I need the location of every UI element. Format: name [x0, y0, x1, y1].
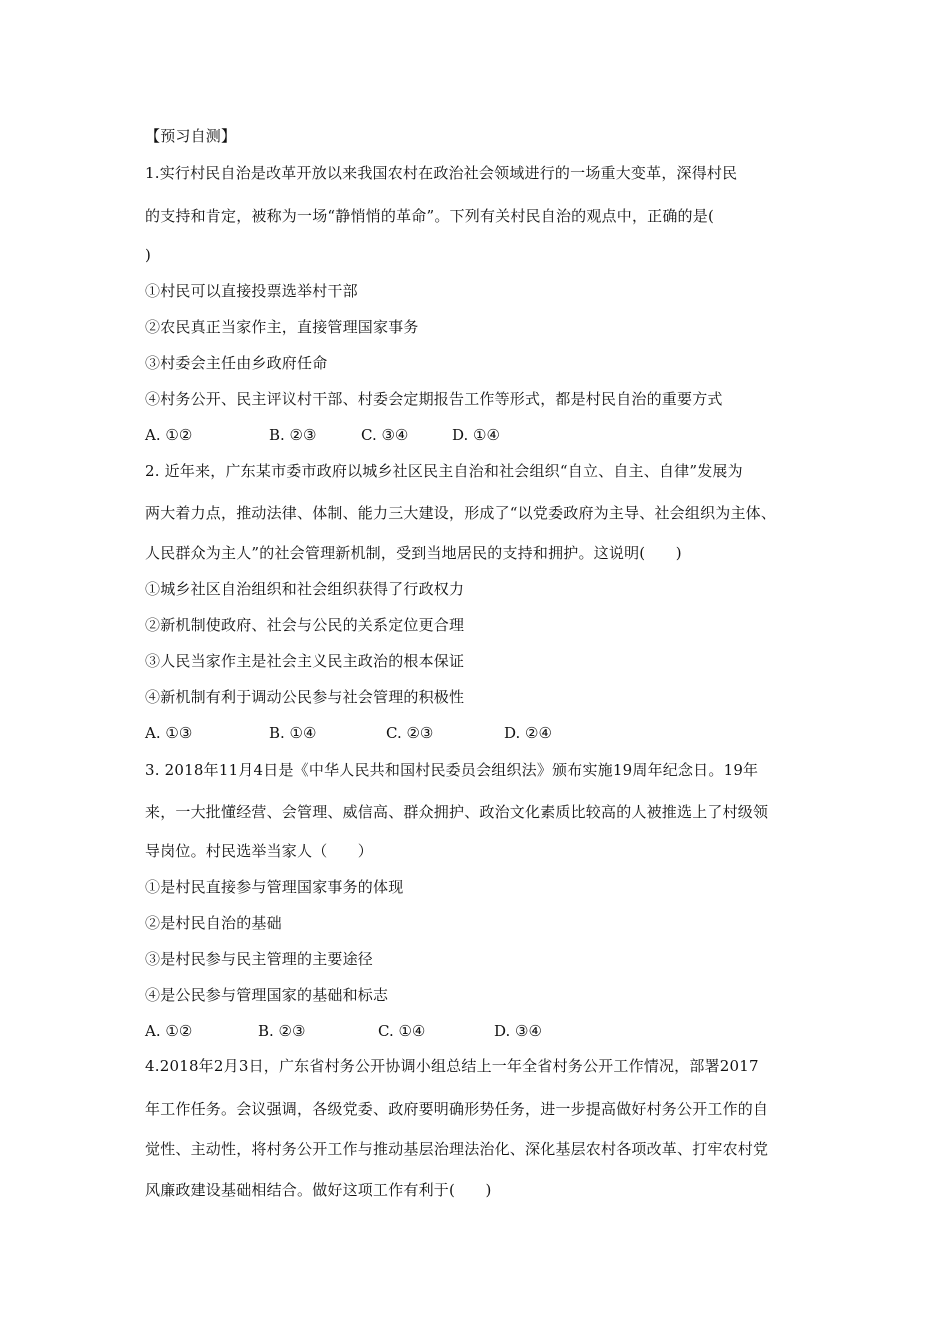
question-stem-line: 两大着力点，推动法律、体制、能力三大建设，形成了“以党委政府为主导、社会组织为主体、 [145, 504, 777, 522]
question-item: ③是村民参与民主管理的主要途径 [145, 950, 374, 968]
question-stem-line: 3. 2018年11月4日是《中华人民共和国村民委员会组织法》颁布实施19周年纪念日。19年 [145, 761, 759, 779]
question-item: ③村委会主任由乡政府任命 [145, 354, 328, 372]
answer-options [145, 723, 815, 743]
question-item: ④新机制有利于调动公民参与社会管理的积极性 [145, 688, 465, 706]
question-item: ②新机制使政府、社会与公民的关系定位更合理 [145, 616, 465, 634]
option-a: A. ①② [145, 1022, 193, 1040]
question-stem-line: 2. 近年来，广东某市委市政府以城乡社区民主自治和社会组织“自立、自主、自律”发展为 [145, 462, 743, 480]
question-stem-line: 风廉政建设基础相结合。做好这项工作有利于( ) [145, 1181, 492, 1199]
question-stem-line: 人民群众为主人”的社会管理新机制，受到当地居民的支持和拥护。这说明( ) [145, 544, 682, 562]
question-item: ①城乡社区自治组织和社会组织获得了行政权力 [145, 580, 465, 598]
question-item: ②农民真正当家作主，直接管理国家事务 [145, 318, 419, 336]
section-title: 【预习自测】 [145, 127, 237, 145]
question-item: ④是公民参与管理国家的基础和标志 [145, 986, 389, 1004]
option-b: B. ②③ [269, 426, 317, 444]
option-c: C. ③④ [361, 426, 409, 444]
question-item: ④村务公开、民主评议村干部、村委会定期报告工作等形式，都是村民自治的重要方式 [145, 390, 723, 408]
option-d: D. ①④ [452, 426, 500, 444]
question-stem-line: 导岗位。村民选举当家人（ ） [145, 842, 374, 860]
question-item: ①是村民直接参与管理国家事务的体现 [145, 878, 404, 896]
option-c: C. ①④ [378, 1022, 426, 1040]
option-b: B. ①④ [269, 724, 317, 742]
option-a: A. ①② [145, 426, 193, 444]
answer-options [145, 425, 815, 445]
question-item: ③人民当家作主是社会主义民主政治的根本保证 [145, 652, 465, 670]
question-stem-line: 1.实行村民自治是改革开放以来我国农村在政治社会领域进行的一场重大变革，深得村民 [145, 164, 738, 182]
question-stem-line: 觉性、主动性，将村务公开工作与推动基层治理法治化、深化基层农村各项改革、打牢农村党 [145, 1140, 769, 1158]
option-c: C. ②③ [386, 724, 434, 742]
option-d: D. ③④ [494, 1022, 542, 1040]
question-stem-line: 来，一大批懂经营、会管理、威信高、群众拥护、政治文化素质比较高的人被推选上了村级领 [145, 803, 769, 821]
option-a: A. ①③ [145, 724, 193, 742]
question-item: ①村民可以直接投票选举村干部 [145, 282, 358, 300]
question-stem-line: ) [145, 246, 152, 264]
option-b: B. ②③ [258, 1022, 306, 1040]
question-stem-line: 年工作任务。会议强调，各级党委、政府要明确形势任务，进一步提高做好村务公开工作的自 [145, 1100, 769, 1118]
answer-options [145, 1021, 815, 1041]
question-stem-line: 的支持和肯定，被称为一场“静悄悄的革命”。下列有关村民自治的观点中，正确的是( [145, 207, 714, 225]
question-stem-line: 4.2018年2月3日，广东省村务公开协调小组总结上一年全省村务公开工作情况，部署2017 [145, 1057, 759, 1075]
question-item: ②是村民自治的基础 [145, 914, 282, 932]
option-d: D. ②④ [504, 724, 552, 742]
